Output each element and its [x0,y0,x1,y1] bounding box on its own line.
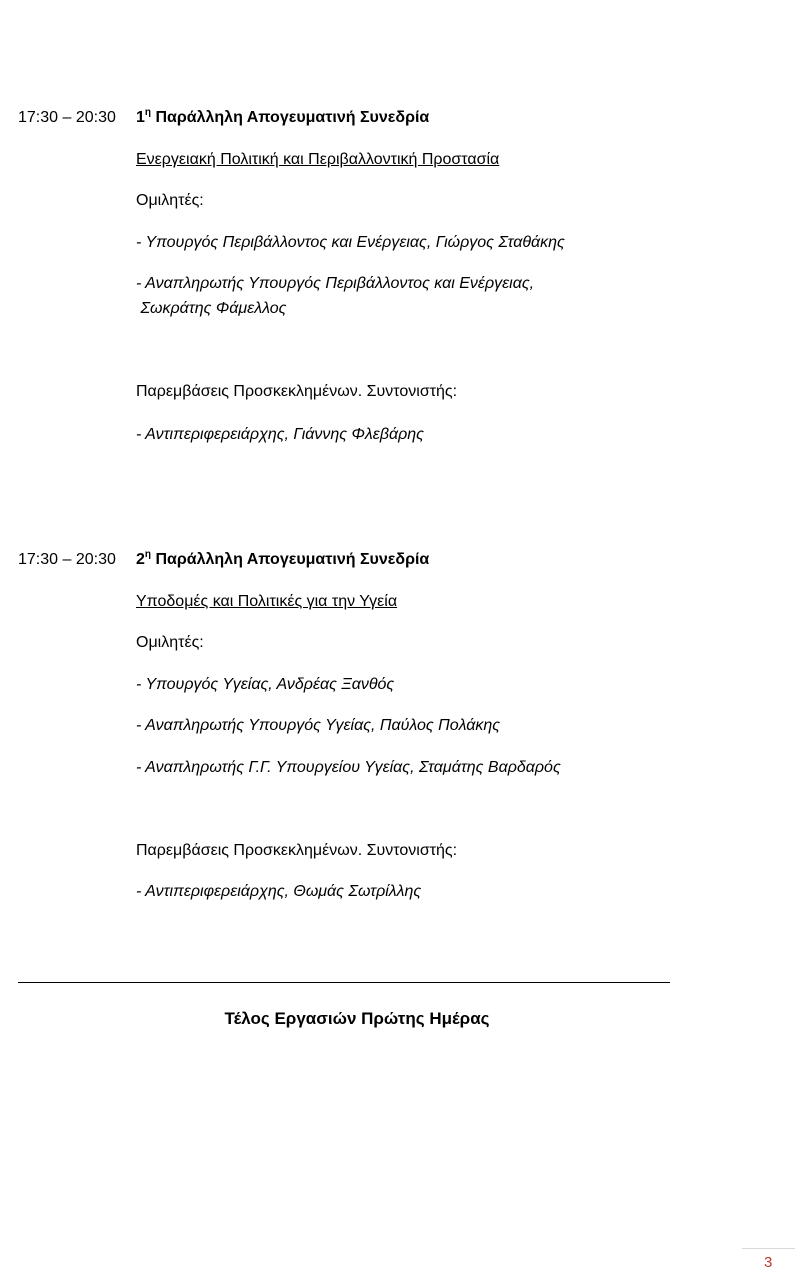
session-1-heading [136,108,429,128]
session-1-topic: Ενεργειακή Πολιτική και Περιβαλλοντική Προστασία [136,151,500,168]
session-1-number-sup: η [144,107,152,118]
section-divider [18,982,670,983]
session-2-title: Παράλληλη Απογευματινή Συνεδρία [155,551,430,568]
session-2-speaker-1: - Υπουργός Υγείας, Ανδρέας Ξανθός [136,676,395,693]
page-number: 3 [764,1254,773,1271]
session-2-speaker-2: - Αναπληρωτής Υπουργός Υγείας, Παύλος Πολάκης [136,717,501,734]
session-2-moderator: - Αντιπεριφερειάρχης, Θωμάς Σωτρίλλης [136,883,422,900]
session-1-title: Παράλληλη Απογευματινή Συνεδρία [155,109,430,126]
session-1-speaker-2: - Αναπληρωτής Υπουργός Περιβάλλοντος και Ενέργειας, [136,275,535,292]
session-2-topic: Υποδομές και Πολιτικές για την Υγεία [136,593,398,610]
session-1-speaker-2-cont: Σωκράτης Φάμελλος [136,300,287,317]
session-2-speakers-label: Ομιλητές: [136,634,204,651]
session-1-speaker-1: - Υπουργός Περιβάλλοντος και Ενέργειας, Γιώργος Σταθάκης [136,234,565,251]
page-number-rule [742,1248,795,1249]
session-2-time: 17:30 – 20:30 [18,551,116,568]
session-2-speaker-3: - Αναπληρωτής Γ.Γ. Υπουργείου Υγείας, Σταμάτης Βαρδαρός [136,759,561,776]
session-2-interventions-label: Παρεμβάσεις Προσκεκλημένων. Συντονιστής: [136,842,458,859]
session-2-number-sup: η [144,549,152,560]
session-1-moderator: - Αντιπεριφερειάρχης, Γιάννης Φλεβάρης [136,426,424,443]
session-2-number: 2 [136,551,145,568]
session-2-heading [136,550,429,570]
session-1-time: 17:30 – 20:30 [18,109,116,126]
session-1-speakers-label: Ομιλητές: [136,192,204,209]
closing-title: Τέλος Εργασιών Πρώτης Ημέρας [224,1009,490,1028]
session-1-number: 1 [136,109,145,126]
session-1-interventions-label: Παρεμβάσεις Προσκεκλημένων. Συντονιστής: [136,383,458,400]
